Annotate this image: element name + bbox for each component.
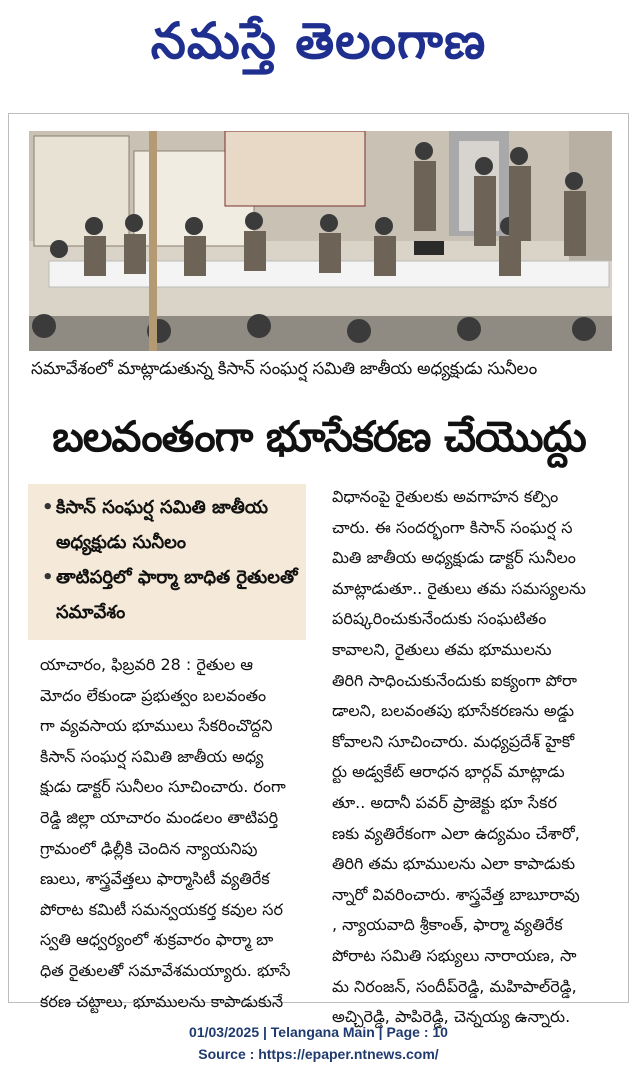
body-line: యాచారం, ఫిబ్రవరి 28 : రైతుల ఆ [40, 655, 254, 674]
bullet-icon: • [42, 497, 54, 518]
highlight-text: తాటిపర్తిలో ఫార్మా బాధిత రైతులతో సమావేశం [56, 567, 298, 623]
article-body-right-column [332, 482, 610, 1033]
body-line: కిసాన్ సంఘర్ష సమితి జాతీయ అధ్య [40, 746, 264, 766]
body-line: రెడ్డి జిల్లా యాచారం మండలం తాటిపర్తి [40, 807, 279, 827]
body-line: మ నిరంజన్, సందీప్‌రెడ్డి, మహిపాల్‌రెడ్డి, [332, 976, 577, 996]
body-line: పరిష్కరించుకునేందుకు సంఘటితం [332, 609, 547, 629]
highlight-item [42, 560, 298, 630]
body-line: స్వతి ఆధ్వర్యంలో శుక్రవారం ఫార్మా బా [40, 930, 274, 950]
masthead-logo: నమస్తే తెలంగాణ [150, 11, 487, 70]
body-line: న్నారో వివరించారు. శాస్త్రవేత్త బాబూరావు [332, 884, 580, 904]
body-line: పోరాట కమిటీ సమన్వయకర్త కవుల సర [40, 899, 283, 919]
body-line: అచ్చిరెడ్డి, పాపిరెడ్డి, చెన్నయ్య ఉన్నారు. [332, 1007, 571, 1027]
highlight-item [42, 490, 298, 560]
body-line: మాట్లాడుతూ.. రైతులు తమ సమస్యలను [332, 578, 586, 598]
newspaper-masthead [0, 0, 637, 88]
body-line: కావాలని, రైతులు తమ భూములను [332, 639, 552, 659]
body-line: తూ.. అదానీ పవర్ ప్రాజెక్టు భూ సేకర [332, 792, 557, 812]
body-line: ధిత రైతులతో సమావేశమయ్యారు. భూసే [40, 960, 291, 980]
body-line: ణకు వ్యతిరేకంగా ఎలా ఉద్యమం చేశారో, [332, 823, 580, 843]
article-headline: బలవంతంగా భూసేకరణ చేయొద్దు [52, 412, 586, 461]
body-line: గా వ్యవసాయ భూములు సేకరించొద్దని [40, 716, 273, 736]
body-line: డాలని, బలవంతపు భూసేకరణను అడ్డు [332, 701, 575, 721]
article-body-left-column [40, 650, 308, 1017]
highlight-text: కిసాన్ సంఘర్ష సమితి జాతీయ అధ్యక్షుడు సునీలం [56, 497, 269, 553]
meeting-photo [29, 131, 612, 351]
photo-caption: సమావేశంలో మాట్లాడుతున్న కిసాన్ సంఘర్ష సమితి జాతీయ అధ్యక్షుడు సునీలం [31, 359, 537, 379]
body-line: కోవాలని సూచించారు. మధ్యప్రదేశ్ హైకో [332, 731, 575, 751]
body-line: మోదం లేకుండా ప్రభుత్వం బలవంతం [40, 685, 267, 705]
bullet-icon: • [42, 567, 54, 588]
highlights-box [28, 484, 306, 640]
body-line: కరణ చట్టాలు, భూములను కాపాడుకునే [40, 991, 284, 1011]
footer-source-link[interactable]: Source : https://epaper.ntnews.com/ [198, 1046, 439, 1062]
body-line: తిరిగి తమ భూములను ఎలా కాపాడుకు [332, 854, 576, 874]
footer-edition-info: 01/03/2025 | Telangana Main | Page : 10 [189, 1024, 448, 1040]
body-line: చారు. ఈ సందర్భంగా కిసాన్ సంఘర్ష స [332, 517, 573, 537]
body-line: , న్యాయవాది శ్రీకాంత్, ఫార్మా వ్యతిరేక [332, 915, 563, 935]
body-line: క్షుడు డాక్టర్ సునీలం సూచించారు. రంగా [40, 777, 286, 797]
article-photo [29, 131, 612, 351]
body-line: గ్రామంలో ఢిల్లీకి చెందిన న్యాయనిపు [40, 838, 258, 858]
body-line: విధానంపై రైతులకు అవగాహన కల్పిం [332, 487, 559, 506]
body-line: మితి జాతీయ అధ్యక్షుడు డాక్టర్ సునీలం [332, 548, 576, 568]
body-line: తిరిగి సాధించుకునేందుకు ఐక్యంగా పోరా [332, 670, 577, 690]
body-line: ణులు, శాస్త్రవేత్తలు ఫార్మాసిటీ వ్యతిరేక [40, 869, 270, 889]
body-line: పోరాట సమితి సభ్యులు నారాయణ, సా [332, 945, 577, 965]
body-line: ర్టు అడ్వకేట్ ఆరాధన భార్గవ్ మాట్లాడు [332, 762, 565, 782]
